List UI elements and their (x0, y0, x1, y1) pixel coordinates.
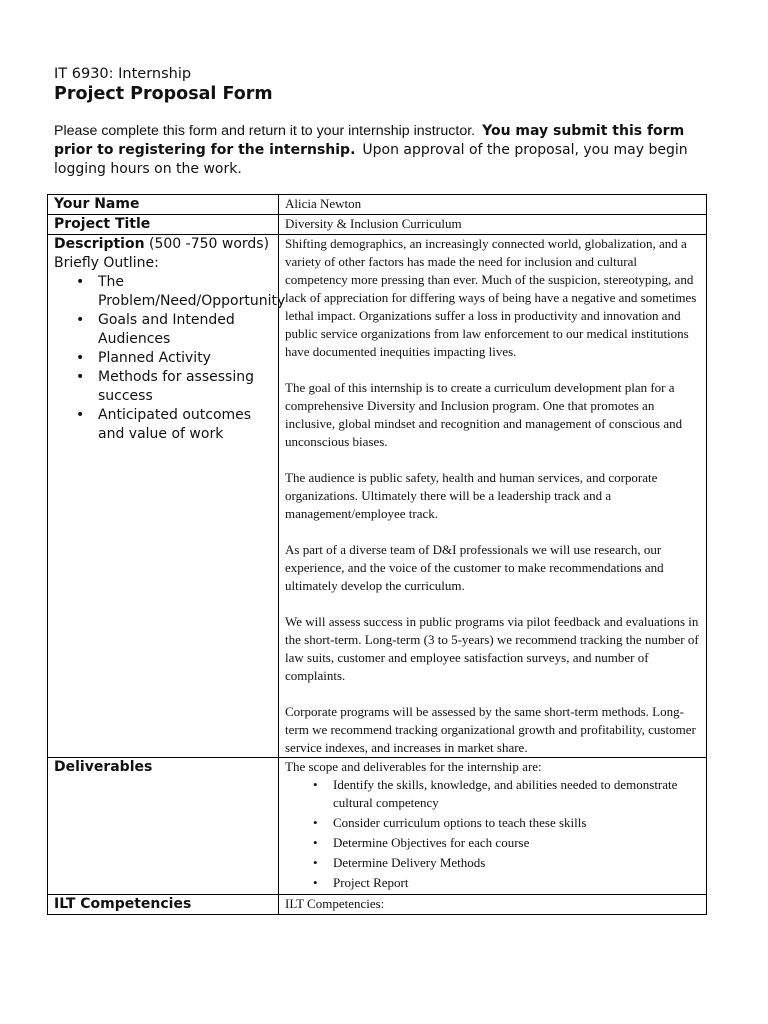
competencies-value: ILT Competencies: (279, 895, 707, 915)
form-row-deliverables (48, 758, 707, 895)
name-label: Your Name (54, 196, 140, 212)
description-paragraph: The goal of this internship is to create a curriculum development plan for a comprehensive Diversity and Inclusion program. One that promotes an inclusive, global mindset and recognition and management of conscious and unconscious biases. (285, 380, 683, 449)
deliverable-item: • Project Report (333, 874, 700, 892)
description-label-note: (500 -750 words) Briefly Outline: (54, 236, 270, 271)
project-title-value: Diversity & Inclusion Curriculum (279, 215, 707, 235)
description-outline (54, 273, 286, 444)
description-value (279, 235, 707, 758)
deliverables-intro: The scope and deliverables for the internship are: (285, 759, 542, 774)
outline-item: • Goals and Intended Audiences (98, 311, 272, 349)
deliverable-item: • Determine Delivery Methods (333, 854, 700, 872)
form-row-project-title (48, 215, 707, 235)
outline-item: • The Problem/Need/Opportunity (98, 273, 272, 311)
form-row-description (48, 235, 707, 758)
competencies-label: ILT Competencies (54, 896, 192, 912)
outline-item: • Planned Activity (98, 349, 272, 368)
instructions-paragraph (54, 122, 716, 179)
label-cell (48, 758, 279, 895)
instructions-lead: Please complete this form and return it to your internship instructor. (54, 123, 476, 139)
label-cell (48, 235, 286, 758)
instructions-tail: Upon approval of the proposal, you may begin logging hours on the work. (54, 142, 688, 177)
label-cell (48, 215, 279, 235)
project-title-label: Project Title (54, 216, 151, 232)
description-paragraph: We will assess success in public programs via pilot feedback and evaluations in the short-term. Long-term (3 to 5-years) we recommend tracking the number of law suits, customer and employee satisfaction surveys, and number of complaints. (285, 614, 699, 683)
deliverable-item: • Consider curriculum options to teach these skills (333, 814, 700, 832)
description-label: Description (54, 236, 145, 252)
description-paragraph: As part of a diverse team of D&I professionals we will use research, our experience, and the voice of the customer to make recommendations and ultimately develop the curriculum. (285, 542, 664, 593)
page-title: Project Proposal Form (54, 84, 273, 104)
form-row-name (48, 195, 707, 215)
label-cell (48, 895, 279, 915)
label-cell (48, 195, 279, 215)
deliverables-list (285, 776, 700, 892)
deliverables-value (279, 758, 707, 895)
proposal-form-table (47, 194, 707, 915)
instructions-emphasis: You may submit this form prior to registering for the internship. (54, 123, 685, 158)
outline-item: • Anticipated outcomes and value of work (98, 406, 272, 444)
description-paragraph: Shifting demographics, an increasingly connected world, globalization, and a variety of other factors has made the need for inclusion and cultural competency more pressing than ever. Much of the suspicion, stereotyping, and lack of appreciation for differing ways of being have a negative and sometimes lethal impact. Organizations suffer a loss in productivity and innovation and public service organizations from law enforcement to our medical institutions have documented inequities impacting lives. (285, 236, 697, 359)
description-paragraph: Corporate programs will be assessed by the same short-term methods. Long-term we recommend tracking organizational growth and profitability, customer service indexes, and increases in market share. (285, 704, 696, 755)
name-value: Alicia Newton (279, 195, 707, 215)
outline-item: • Methods for assessing success (98, 368, 272, 406)
description-paragraph: The audience is public safety, health and human services, and corporate organizations. Ultimately there will be a leadership track and a management/employee track. (285, 470, 658, 521)
course-title: IT 6930: Internship (54, 66, 192, 82)
form-row-competencies (48, 895, 707, 915)
deliverable-item: • Identify the skills, knowledge, and abilities needed to demonstrate cultural competency (333, 776, 700, 812)
deliverables-label: Deliverables (54, 759, 153, 775)
deliverable-item: • Determine Objectives for each course (333, 834, 700, 852)
